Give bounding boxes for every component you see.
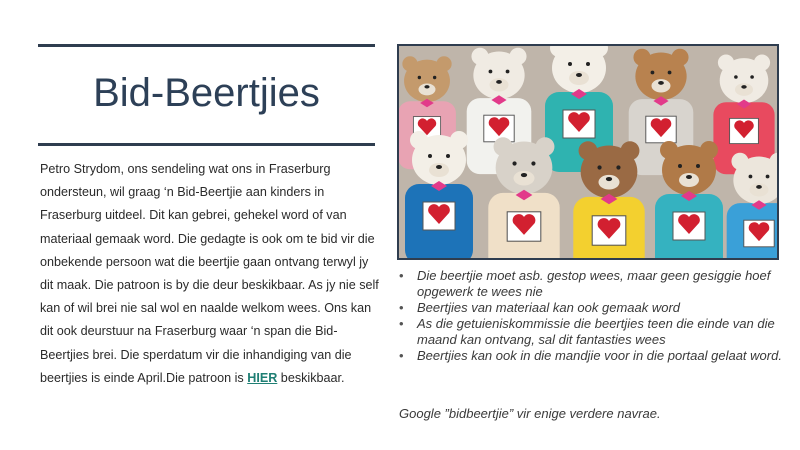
bullet-glyph: • [399, 268, 404, 283]
teddy-bear [655, 141, 723, 258]
bear-eye [586, 62, 590, 66]
bear-head [581, 145, 638, 197]
bear-eye [651, 71, 655, 75]
bear-nose [576, 73, 582, 77]
bear-eye [418, 76, 421, 79]
bear-nose [658, 81, 664, 85]
bear-eye [433, 76, 436, 79]
bear-head [662, 145, 716, 195]
body-text: Petro Strydom, ons sendeling wat ons in Fraserburg ondersteun, wil graag ‘n Bid-Beertjie aan kinders in Fraserburg uitdeel. Dit kan gebrei, gehekel word of van materiaal gemaak word. Die gedagte is ook om te bid vir die onbekende persoon wat die beertjie gaan ontvang terwyl jy dit maak. Die patroon is by die deur beskikbaar. As jy nie self kan of wil brei nie sal wol en naalde welkom wees. Ons kan dit ook deurstuur na Fraserburg waar ‘n span die Bid-Beertjies brei. Die sperdatum vir die inhandiging van die beertjies is einde April.Die patroon is [40, 162, 379, 385]
bear-eye [696, 164, 700, 168]
bear-nose [741, 85, 746, 89]
bear-nose [521, 173, 527, 177]
bear-nose [606, 177, 612, 181]
bears-illustration [399, 46, 777, 258]
bear-eye [678, 164, 682, 168]
bullet-item [397, 268, 789, 300]
teddy-bear [573, 141, 644, 258]
bear-eye [512, 161, 516, 165]
bullet-text: As die getuieniskommissie die beertjies teen die einde van die maand kan ontvang, sal dit fantasties wees [417, 316, 775, 347]
bear-eye [506, 70, 510, 74]
bullet-item [397, 316, 789, 348]
bear-head [412, 135, 466, 185]
bear-nose [686, 175, 692, 179]
teddy-bears-photo [397, 44, 779, 260]
body-suffix: beskikbaar. [277, 370, 345, 385]
bullet-item [397, 348, 789, 364]
bear-eye [734, 75, 738, 79]
bear-eye [531, 161, 535, 165]
bullet-item [397, 300, 789, 316]
bear-eye [766, 175, 770, 179]
bear-eye [568, 62, 572, 66]
bear-head [496, 141, 553, 193]
info-bullet-list [397, 268, 789, 364]
bear-eye [597, 165, 601, 169]
bear-nose [424, 85, 429, 88]
bear-eye [668, 71, 672, 75]
bear-head [404, 60, 450, 103]
bullet-text: Die beertjie moet asb. gestop wees, maar geen gesiggie hoef opgewerk te wees nie [417, 268, 771, 299]
bear-eye [428, 154, 432, 158]
bear-eye [750, 75, 754, 79]
pattern-link[interactable]: HIER [247, 370, 278, 385]
bullet-glyph: • [399, 348, 404, 363]
bullet-text: Beertjies van materiaal kan ook gemaak word [417, 300, 681, 315]
bear-nose [436, 165, 442, 169]
bear-eye [446, 154, 450, 158]
teddy-bear [488, 137, 559, 258]
title-rule-top [38, 44, 375, 47]
bear-eye [616, 165, 620, 169]
footnote: Google ”bidbeertjie” vir enige verdere navrae. [399, 406, 661, 421]
bear-head [720, 58, 769, 103]
bear-nose [496, 80, 502, 84]
bullet-glyph: • [399, 316, 404, 331]
bear-head [473, 52, 524, 100]
bear-head [635, 53, 686, 101]
bullet-text: Beertjies kan ook in die mandjie voor in die portaal gelaat word. [417, 348, 782, 363]
bullet-glyph: • [399, 300, 404, 315]
title-rule-bottom [38, 143, 375, 146]
body-paragraph [40, 158, 385, 390]
teddy-bear [405, 131, 473, 258]
slide-title: Bid-Beertjies [93, 71, 320, 115]
bear-eye [489, 70, 493, 74]
bear-nose [756, 185, 762, 189]
bear-eye [749, 175, 753, 179]
